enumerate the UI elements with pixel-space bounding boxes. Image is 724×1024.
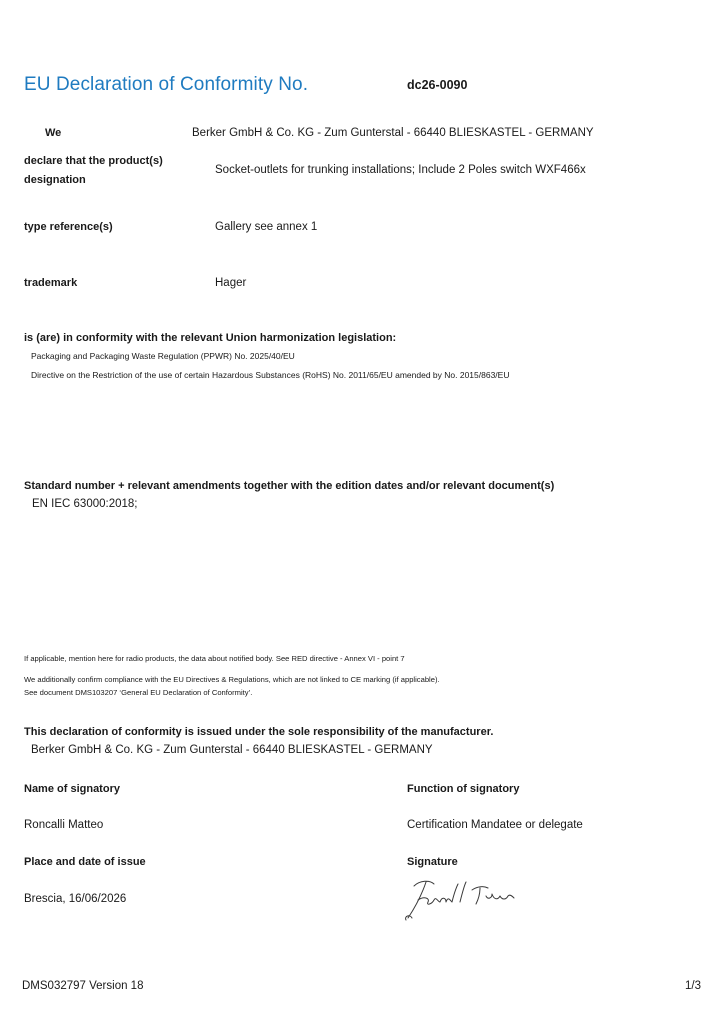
standards-heading: Standard number + relevant amendments together with the edition dates and/or relevant document(s) [24,480,555,492]
signature-label: Signature [407,856,458,868]
trademark-value: Hager [215,277,247,289]
signatory-name-value: Roncalli Matteo [24,819,104,831]
legislation-item: Packaging and Packaging Waste Regulation (PPWR) No. 2025/40/EU [31,351,295,361]
we-label: We [45,127,62,139]
document-version: DMS032797 Version 18 [22,980,144,992]
product-label-line2: designation [24,174,86,186]
page-number: 1/3 [685,980,701,992]
handwritten-signature [400,874,520,924]
document-title: EU Declaration of Conformity No. [24,74,309,95]
declaration-number: dc26-0090 [407,78,468,92]
standards-value: EN IEC 63000:2018; [32,498,138,510]
signatory-function-value: Certification Mandatee or delegate [407,819,583,831]
place-date-label: Place and date of issue [24,856,146,868]
legislation-item: Directive on the Restriction of the use of certain Hazardous Substances (RoHS) No. 2011/65/EU amended by No. 2015/863/EU [31,370,510,380]
type-reference-label: type reference(s) [24,221,113,233]
signatory-function-label: Function of signatory [407,783,520,795]
product-designation-value: Socket-outlets for trunking installations; Include 2 Poles switch WXF466x [215,164,586,176]
type-reference-value: Gallery see annex 1 [215,221,318,233]
we-value: Berker GmbH & Co. KG - Zum Gunterstal - 66440 BLIESKASTEL - GERMANY [192,127,594,139]
trademark-label: trademark [24,277,78,289]
place-date-value: Brescia, 16/06/2026 [24,893,127,905]
responsibility-heading: This declaration of conformity is issued under the sole responsibility of the manufacturer. [24,726,494,738]
compliance-note-line2: See document DMS103207 ‘General EU Declaration of Conformity’. [24,688,253,697]
signatory-name-label: Name of signatory [24,783,120,795]
compliance-note-line1: We additionally confirm compliance with the EU Directives & Regulations, which are not linked to CE marking (if applicable). [24,675,440,684]
manufacturer-address: Berker GmbH & Co. KG - Zum Gunterstal - 66440 BLIESKASTEL - GERMANY [31,744,433,756]
radio-note: If applicable, mention here for radio products, the data about notified body. See RED directive - Annex VI - point 7 [24,654,405,663]
product-label-line1: declare that the product(s) [24,155,163,167]
conformity-heading: is (are) in conformity with the relevant Union harmonization legislation: [24,332,397,344]
